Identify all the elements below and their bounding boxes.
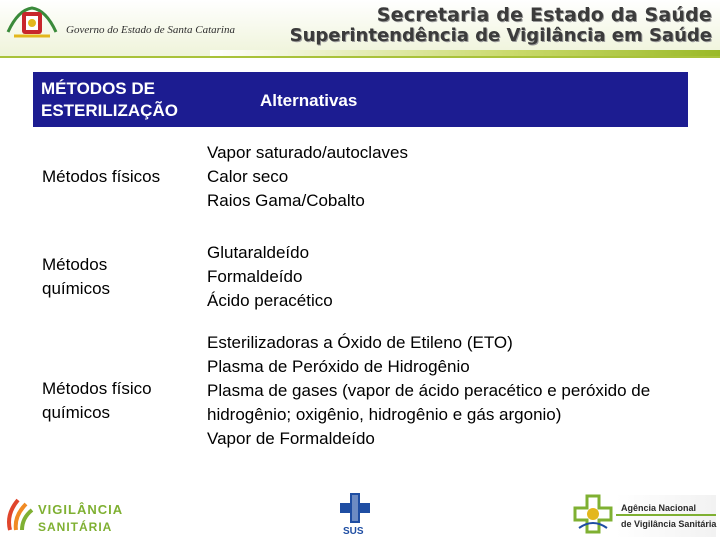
anvisa-logo bbox=[573, 494, 613, 536]
list-item: Calor seco bbox=[207, 167, 289, 186]
list-item: Plasma de Peróxido de Hidrogênio bbox=[207, 357, 470, 376]
vigilancia-label: VIGILÂNCIA bbox=[38, 502, 124, 517]
vigilancia-sanitaria-logo bbox=[4, 494, 36, 534]
government-name: Governo do Estado de Santa Catarina bbox=[66, 24, 235, 36]
row-label-chemical: Métodos químicos bbox=[42, 255, 111, 298]
list-item: Vapor saturado/autoclaves bbox=[207, 143, 408, 162]
row-alternatives-chemical bbox=[207, 241, 667, 313]
row-alternatives-physicochemical bbox=[207, 331, 667, 451]
row-label-physical: Métodos físicos bbox=[42, 167, 161, 186]
list-item: Glutaraldeído bbox=[207, 243, 310, 262]
header-divider bbox=[0, 56, 720, 58]
list-item: Esterilizadoras a Óxido de Etileno (ETO) bbox=[207, 333, 513, 352]
anvisa-label-box bbox=[616, 495, 716, 537]
list-item: Vapor de Formaldeído bbox=[207, 429, 375, 448]
list-item: Plasma de gases (vapor de ácido peracético e peróxido de hidrogênio; oxigênio, hidrogênio e gás argonio) bbox=[207, 381, 651, 424]
column-header-methods: MÉTODOS DE ESTERILIZAÇÃO bbox=[41, 79, 178, 120]
anvisa-subtitle: de Vigilância Sanitária bbox=[621, 519, 717, 529]
list-item: Formaldeído bbox=[207, 267, 303, 286]
secretariat-title: Secretaria de Estado da Saúde bbox=[376, 4, 712, 26]
sanitaria-label: SANITÁRIA bbox=[38, 520, 113, 534]
sus-cross-icon bbox=[340, 493, 370, 525]
table-header bbox=[33, 72, 688, 127]
sus-label: SUS bbox=[343, 526, 364, 537]
column-header-alternatives: Alternativas bbox=[260, 91, 358, 110]
row-label-physicochemical: Métodos físico químicos bbox=[42, 379, 152, 422]
anvisa-divider bbox=[616, 514, 716, 516]
anvisa-title: Agência Nacional bbox=[621, 503, 697, 513]
list-item: Raios Gama/Cobalto bbox=[207, 191, 365, 210]
list-item: Ácido peracético bbox=[207, 291, 333, 310]
superintendence-title: Superintendência de Vigilância em Saúde bbox=[289, 25, 712, 46]
row-alternatives-physical bbox=[207, 141, 667, 213]
state-crest-logo bbox=[4, 2, 60, 42]
